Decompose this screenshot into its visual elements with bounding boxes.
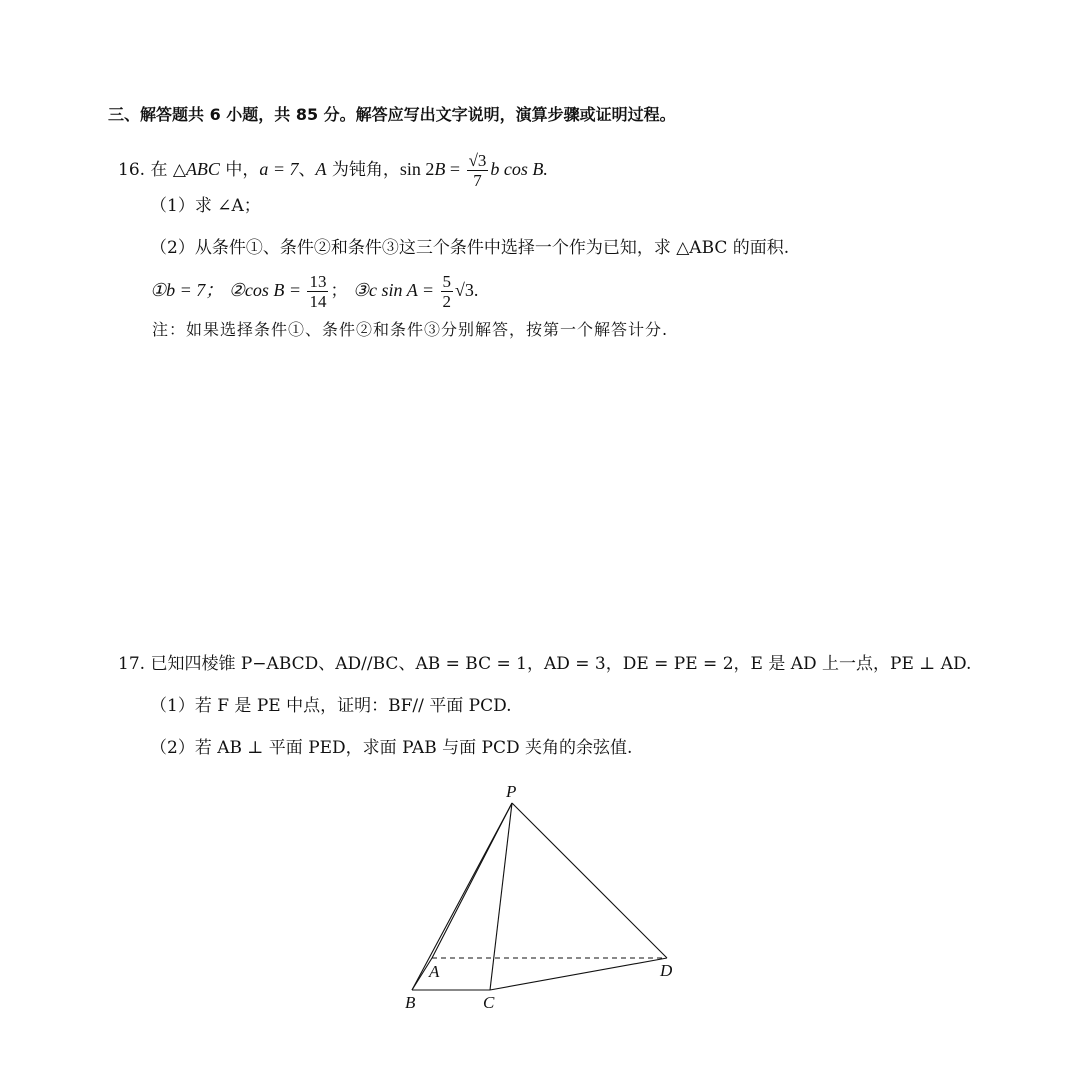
q16-part2: （2）从条件①、条件②和条件③这三个条件中选择一个作为已知，求 △ABC 的面积. <box>150 238 790 258</box>
q16-triangle-name: ABC <box>185 159 220 179</box>
q17-number: 17. <box>118 654 146 674</box>
label-p: P <box>506 782 517 801</box>
q17-part1: （1）若 F 是 PE 中点，证明：BF// 平面 PCD. <box>150 696 512 716</box>
label-b: B <box>405 993 416 1012</box>
q16-note: 注：如果选择条件①、条件②和条件③分别解答，按第一个解答计分. <box>152 320 669 339</box>
q16-cond3-pre: ③c sin A = <box>352 280 439 300</box>
q16-obtuse: 为钝角， <box>326 160 400 180</box>
q16-frac-den: 7 <box>473 171 482 190</box>
q16-cond2-num: 13 <box>309 272 327 291</box>
q16-frac-num: √3 <box>468 151 487 170</box>
q16-cond2-pre: ②cos B = <box>228 280 306 300</box>
q16-stem-prefix: 在 △ <box>150 160 186 180</box>
q16-a-eq: a = 7 <box>259 159 299 179</box>
label-c: C <box>483 993 495 1012</box>
section-heading: 三、解答题共 6 小题，共 85 分。解答应写出文字说明，演算步骤或证明过程。 <box>108 105 676 124</box>
q16-cond3-den: 2 <box>442 292 452 311</box>
label-d: D <box>660 961 673 980</box>
q16-stem-tail: b cos B. <box>490 159 548 179</box>
q16-cond2-post: ； <box>330 281 348 301</box>
edge-pd <box>512 803 667 958</box>
q16-eq: = <box>445 159 465 179</box>
q16-part1: （1）求 ∠A； <box>150 196 261 216</box>
q17-stem-text: 已知四棱锥 P−ABCD、AD//BC、AB = BC = 1，AD = 3，DE = PE = 2，E 是 AD 上一点，PE ⊥ AD. <box>150 654 972 674</box>
q16-sep: 、 <box>298 160 316 180</box>
q16-cond2-den: 14 <box>309 292 327 311</box>
label-a: A <box>429 962 440 981</box>
q16-b: B <box>434 159 446 179</box>
edge-pb <box>412 803 512 990</box>
q17-part2: （2）若 AB ⊥ 平面 PED，求面 PAB 与面 PCD 夹角的余弦值. <box>150 738 633 758</box>
q16-cond3-post: √3. <box>455 280 479 300</box>
edge-pc <box>490 803 512 990</box>
q16-stem-mid: 中， <box>219 160 260 180</box>
q16-cond3-num: 5 <box>442 272 452 291</box>
q16-number: 16. <box>118 160 146 180</box>
q16-cond1: ①b = 7； <box>150 280 224 300</box>
q16-sin: sin 2 <box>399 159 435 179</box>
q16-angle-a: A <box>315 159 327 179</box>
edge-cd <box>490 958 667 990</box>
